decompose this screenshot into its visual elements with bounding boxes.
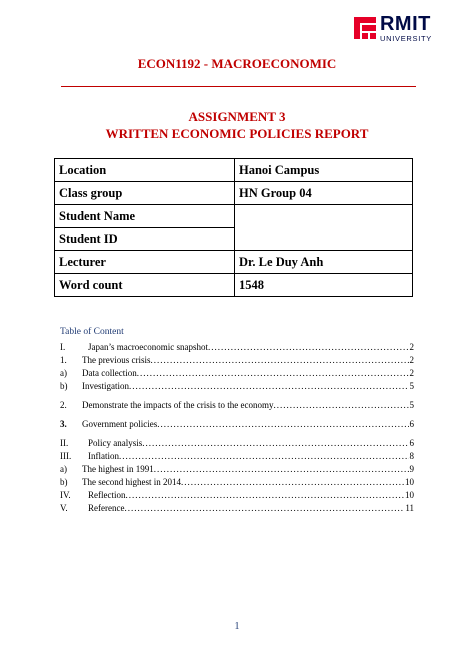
toc-entry-number: a) [60, 464, 67, 474]
toc-entry[interactable] [60, 354, 414, 367]
toc-entry-label: Inflation [88, 451, 119, 461]
location-label: Location [55, 159, 235, 182]
toc-entry[interactable] [60, 463, 414, 476]
toc-entry-number: III. [60, 451, 72, 461]
toc-entry-label: Japan’s macroeconomic snapshot [88, 342, 208, 352]
word-count-label: Word count [55, 274, 235, 297]
toc-entry[interactable] [60, 502, 414, 515]
toc-entry-label: Demonstrate the impacts of the crisis to the economy [82, 400, 274, 410]
logo-sub-text: UNIVERSITY [379, 34, 432, 43]
toc-entry-number: 3. [60, 419, 67, 429]
toc-entry-number: a) [60, 368, 67, 378]
toc-entry-number: 1. [60, 355, 67, 365]
toc-entry-page: 10 [405, 490, 414, 500]
toc-entry-page: 9 [409, 464, 414, 474]
toc-entry[interactable] [60, 399, 414, 412]
toc-entry-number: I. [60, 342, 66, 352]
toc-entry-number: b) [60, 381, 68, 391]
toc-entry-page: 6 [409, 419, 414, 429]
toc-entry-page: 5 [409, 400, 414, 410]
toc-entry-page: 8 [409, 451, 414, 461]
location-value: Hanoi Campus [235, 159, 413, 182]
assignment-subtitle: WRITTEN ECONOMIC POLICIES REPORT [105, 126, 369, 141]
toc-entry-label: Government policies [82, 419, 158, 429]
toc-entry[interactable] [60, 380, 414, 393]
toc-entry-page: 11 [405, 503, 414, 513]
toc-entry-page: 6 [409, 438, 414, 448]
rmit-logo [354, 14, 432, 43]
toc-entry-label: Investigation [82, 381, 129, 391]
rmit-logo-mark-icon [354, 17, 376, 39]
toc-entry-label: The second highest in 2014 [82, 477, 181, 487]
assignment-heading [0, 108, 474, 142]
toc-entry-label: Data collection [82, 368, 137, 378]
table-row [55, 274, 413, 297]
toc-entry-label: Policy analysis [88, 438, 143, 448]
toc-entry-label: Reflection [88, 490, 126, 500]
toc-entry-page: 10 [405, 477, 414, 487]
toc-entry[interactable] [60, 489, 414, 502]
toc-entry-number: II. [60, 438, 69, 448]
toc-entry-label: The previous crisis [82, 355, 151, 365]
toc-entry-number: 2. [60, 400, 67, 410]
student-details-cell [235, 205, 413, 251]
toc-entry-page: 2 [409, 355, 414, 365]
lecturer-value: Dr. Le Duy Anh [235, 251, 413, 274]
word-count-value: 1548 [235, 274, 413, 297]
toc-entry-page: 2 [409, 342, 414, 352]
class-group-label: Class group [55, 182, 235, 205]
page-number: 1 [234, 621, 240, 632]
table-row [55, 205, 413, 228]
logo-brand-text: RMIT [379, 13, 431, 35]
student-id-label: Student ID [55, 228, 235, 251]
table-of-contents [60, 326, 414, 515]
toc-entry-number: b) [60, 477, 68, 487]
assignment-number: ASSIGNMENT 3 [188, 109, 286, 124]
toc-entry[interactable] [60, 367, 414, 380]
toc-entry-page: 5 [409, 381, 414, 391]
toc-entry[interactable] [60, 437, 414, 450]
toc-entry[interactable] [60, 450, 414, 463]
toc-entry-label: The highest in 1991 [82, 464, 154, 474]
toc-entry-label: Reference [88, 503, 125, 513]
course-title: ECON1192 - MACROECONOMIC [137, 56, 337, 71]
toc-entry[interactable] [60, 418, 414, 431]
info-table [54, 158, 413, 297]
table-row [55, 182, 413, 205]
student-name-label: Student Name [55, 205, 235, 228]
lecturer-label: Lecturer [55, 251, 235, 274]
toc-entry-page: 2 [409, 368, 414, 378]
toc-entry-number: IV. [60, 490, 71, 500]
toc-entry[interactable] [60, 476, 414, 489]
toc-title: Table of Content [60, 327, 124, 337]
toc-entry-number: V. [60, 503, 68, 513]
toc-entry[interactable] [60, 341, 414, 354]
class-group-value: HN Group 04 [235, 182, 413, 205]
title-divider [61, 86, 416, 87]
table-row [55, 251, 413, 274]
table-row [55, 159, 413, 182]
